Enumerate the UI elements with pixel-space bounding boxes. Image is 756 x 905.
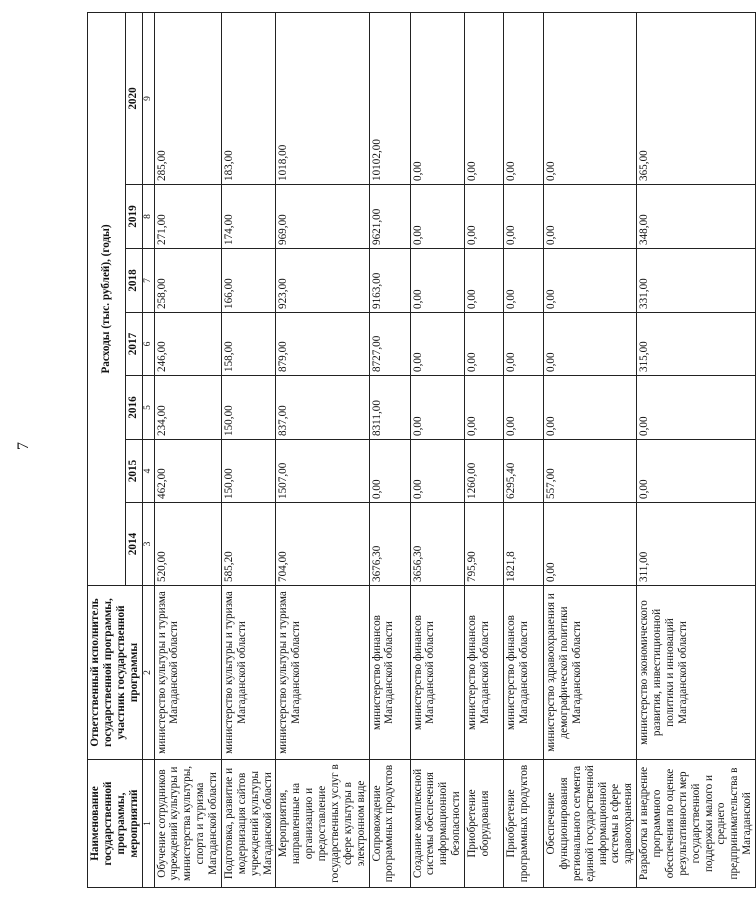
expense-value-cell: 0,00 <box>465 12 504 184</box>
table-row <box>637 12 756 887</box>
expense-value-cell: 0,00 <box>544 313 637 376</box>
header-year: 2016 <box>125 376 142 440</box>
expense-value-cell: 557,00 <box>544 440 637 503</box>
column-number: 1 <box>142 760 154 888</box>
table-row <box>465 12 504 887</box>
expense-value-cell: 311,00 <box>637 503 756 586</box>
expense-value-cell: 0,00 <box>465 313 504 376</box>
expense-value-cell: 704,00 <box>276 503 369 586</box>
measure-name-cell: Приобретение оборудования <box>465 760 504 888</box>
expense-value-cell: 0,00 <box>504 185 544 249</box>
expense-value-cell: 0,00 <box>410 440 465 503</box>
expense-value-cell: 1018,00 <box>276 12 369 184</box>
expense-value-cell: 8311,00 <box>369 376 410 440</box>
column-number: 6 <box>142 313 154 376</box>
expense-value-cell: 0,00 <box>544 12 637 184</box>
executor-cell: министерство финансов Магаданской области <box>410 586 465 760</box>
expense-value-cell: 10102,00 <box>369 12 410 184</box>
expense-value-cell: 9621,00 <box>369 185 410 249</box>
expense-value-cell: 9163,00 <box>369 249 410 313</box>
table-row <box>369 12 410 887</box>
expense-value-cell: 285,00 <box>154 12 221 184</box>
expense-value-cell: 158,00 <box>221 313 276 376</box>
column-number: 3 <box>142 503 154 586</box>
expense-value-cell: 0,00 <box>544 503 637 586</box>
expense-value-cell: 795,90 <box>465 503 504 586</box>
expense-value-cell: 0,00 <box>369 440 410 503</box>
rotated-table-frame <box>87 13 754 888</box>
executor-cell: министерство финансов Магаданской области <box>465 586 504 760</box>
expense-value-cell: 348,00 <box>637 185 756 249</box>
expense-value-cell: 174,00 <box>221 185 276 249</box>
table-row <box>154 12 221 887</box>
executor-cell: министерство культуры и туризма Магаданской области <box>276 586 369 760</box>
budget-table <box>87 12 756 888</box>
header-year: 2019 <box>125 185 142 249</box>
expense-value-cell: 0,00 <box>544 249 637 313</box>
column-number: 9 <box>142 12 154 184</box>
expense-value-cell: 0,00 <box>465 249 504 313</box>
expense-value-cell: 331,00 <box>637 249 756 313</box>
expense-value-cell: 365,00 <box>637 12 756 184</box>
expense-value-cell: 837,00 <box>276 376 369 440</box>
measure-name-cell: Подготовка, развитие и модернизация сайтов учреждений культуры Магаданской области <box>221 760 276 888</box>
expense-value-cell: 0,00 <box>410 185 465 249</box>
expense-value-cell: 0,00 <box>410 376 465 440</box>
expense-value-cell: 0,00 <box>410 12 465 184</box>
measure-name-cell: Разработка и внедрение программного обеспечения по оценке результативности мер государственной поддержки малого и среднего предпринимательства в Магаданской <box>637 760 756 888</box>
measure-name-cell: Обучение сотрудников учреждений культуры и министерства культуры, спорта и туризма Магаданской области <box>154 760 221 888</box>
header-year: 2014 <box>125 503 142 586</box>
expense-value-cell: 0,00 <box>504 313 544 376</box>
expense-value-cell: 150,00 <box>221 376 276 440</box>
expense-value-cell: 879,00 <box>276 313 369 376</box>
column-number-row <box>142 12 154 887</box>
page-number: 7 <box>15 442 32 450</box>
executor-cell: министерство здравоохранения и демографической политики Магаданской области <box>544 586 637 760</box>
executor-cell: министерство экономического развития, инвестиционной политики и инноваций Магаданской области <box>637 586 756 760</box>
header-year: 2017 <box>125 313 142 376</box>
expense-value-cell: 0,00 <box>637 440 756 503</box>
header-year: 2018 <box>125 249 142 313</box>
expense-value-cell: 520,00 <box>154 503 221 586</box>
column-number: 8 <box>142 185 154 249</box>
expense-value-cell: 166,00 <box>221 249 276 313</box>
expense-value-cell: 8727,00 <box>369 313 410 376</box>
header-executor: Ответственный исполнитель государственной программы, участник государственной программы <box>88 586 143 760</box>
table-row <box>504 12 544 887</box>
expense-value-cell: 0,00 <box>465 376 504 440</box>
executor-cell: министерство финансов Магаданской области <box>504 586 544 760</box>
measure-name-cell: Обеспечение функционирования регионального сегмента единой государственной информационной системы в сфере здравоохранения <box>544 760 637 888</box>
expense-value-cell: 6295,40 <box>504 440 544 503</box>
expense-value-cell: 0,00 <box>410 313 465 376</box>
header-expenses: Расходы (тыс. рублей), (годы) <box>88 12 126 585</box>
expense-value-cell: 0,00 <box>637 376 756 440</box>
header-name: Наименование государственной программы, мероприятий <box>88 760 143 888</box>
executor-cell: министерство культуры и туризма Магаданской области <box>221 586 276 760</box>
table-row <box>276 12 369 887</box>
expense-value-cell: 0,00 <box>504 12 544 184</box>
expense-value-cell: 0,00 <box>504 249 544 313</box>
column-number: 4 <box>142 440 154 503</box>
expense-value-cell: 246,00 <box>154 313 221 376</box>
expense-value-cell: 183,00 <box>221 12 276 184</box>
executor-cell: министерство культуры и туризма Магаданской области <box>154 586 221 760</box>
expense-value-cell: 0,00 <box>544 185 637 249</box>
column-number: 2 <box>142 586 154 760</box>
expense-value-cell: 1507,00 <box>276 440 369 503</box>
table-body <box>142 12 756 887</box>
measure-name-cell: Создание комплексной системы обеспечения информационной безопасности <box>410 760 465 888</box>
expense-value-cell: 0,00 <box>544 376 637 440</box>
expense-value-cell: 315,00 <box>637 313 756 376</box>
expense-value-cell: 585,20 <box>221 503 276 586</box>
column-number: 5 <box>142 376 154 440</box>
expense-value-cell: 0,00 <box>465 185 504 249</box>
measure-name-cell: Приобретение программных продуктов <box>504 760 544 888</box>
expense-value-cell: 258,00 <box>154 249 221 313</box>
table-row <box>221 12 276 887</box>
expense-value-cell: 3676,30 <box>369 503 410 586</box>
table-row <box>410 12 465 887</box>
expense-value-cell: 271,00 <box>154 185 221 249</box>
expense-value-cell: 0,00 <box>410 249 465 313</box>
column-number: 7 <box>142 249 154 313</box>
table-row <box>544 12 637 887</box>
header-year: 2015 <box>125 440 142 503</box>
expense-value-cell: 150,00 <box>221 440 276 503</box>
expense-value-cell: 1260,00 <box>465 440 504 503</box>
expense-value-cell: 1821,8 <box>504 503 544 586</box>
expense-value-cell: 0,00 <box>504 376 544 440</box>
executor-cell: министерство финансов Магаданской области <box>369 586 410 760</box>
header-year: 2020 <box>125 12 142 184</box>
measure-name-cell: Сопровождение программных продуктов <box>369 760 410 888</box>
measure-name-cell: Мероприятия, направленные на организацию и предоставление государственных услуг в сфере культуры в электронном виде <box>276 760 369 888</box>
expense-value-cell: 969,00 <box>276 185 369 249</box>
expense-value-cell: 234,00 <box>154 376 221 440</box>
expense-value-cell: 923,00 <box>276 249 369 313</box>
expense-value-cell: 3656,30 <box>410 503 465 586</box>
expense-value-cell: 462,00 <box>154 440 221 503</box>
